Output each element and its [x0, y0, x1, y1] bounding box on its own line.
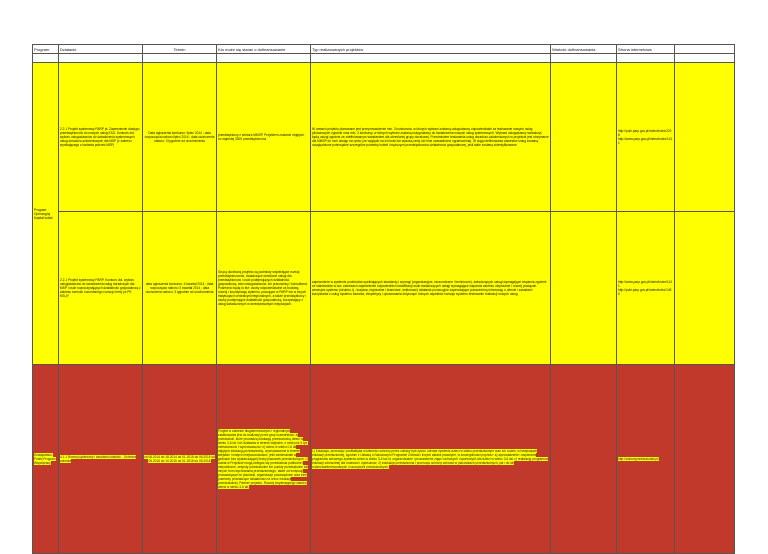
cell-termin: data ogłoszenia konkursu: II kwartał 2014 ; data rozpoczęcia naboru: II kwartał 2014 ; data ukończenia naboru: 3 tygodnie od uruchomienia — [143, 212, 217, 365]
cell-program: Szwajcarsko-Polski Program Współpracy — [33, 365, 59, 554]
blank-row — [33, 54, 735, 63]
cell-extra — [675, 365, 735, 554]
table-row — [33, 365, 735, 554]
cell-dzialanie: 4.1.1 Rozwój społeczny i zasobów ludzkich - Ochrona zdrowia — [59, 365, 143, 554]
cell-program: Program Operacyjny Kapitał ludzki — [33, 63, 59, 365]
cell-extra — [675, 63, 735, 212]
cell-termin: Data ogłoszenia konkursu: lipiec 2014 ; data rozpoczęcia naboru:lipiec 2014 ; data ukończenia naboru: 3 tygodnie od uruchomienia — [143, 63, 217, 212]
table-row — [33, 212, 735, 365]
cell-kto: Projekt w zakresie długoterminowych i regionalnym zasiłkowania jest do realizacji przez grup uczestników: a) przedszkoli, które prowadzą edukację przedszkolną dzieci w wieku 3-6 lat i ich działania w terenie wiejskim, z mniej niż 5 tys. mieszkańców i wychowawców; b) dzieci w wieku 0-6 lat objętych edukacją przedszkolną, wychowawców w terenie wiejskim i małych miejscowościach, jeśli zamieszkałe w gminach bez wystarczającej liczby placówek przedszkolnych. O udział w Projekcie mogą ubiegać się przedszkola publiczne i niepubliczne, zespoły przedszkolne lub punkty przedszkolne lub innych form wychowania przedszkolnego, także od instytucji prowadzących te placówki, organizacje pozarządowe oraz inne podmioty prowadzące działalność na rzecz edukacji przedszkolnej. Partner projektu: Rozwój wspierającego zasobu dzieci w wieku 3-6 lat. — [217, 365, 311, 554]
header-termin: Termin — [143, 45, 217, 54]
header-typ: Typ realizowanych projektów — [311, 45, 551, 54]
cell-typ: zapewnienie w systemie podmiotów spełniających standardy i wymogi (organizacyjne, ekonomiczne i techniczne), świadczących usługi wymagające wsparcia zgodnie ze standardów w ww. zakresach zapewnienie odpowiednich kwalifikacji osób świadczących usługi wymagające wsparcia zakresu ulepszanie i rozwój powiązań wewnątrz systemu (struktur, tj.: krajowa, regionalne i branżowe, sektorowe) działania promocyjne zapewniające powszechną informację o ofercie i zasadach korzystania z usług systemu badania, ekspertyzy i opracowania dotyczące różnych aspektów rozwoju systemu testowanie realizacji nowych usług. — [311, 212, 551, 365]
cell-kto: Grupą docelową projektu są podmioty wspierające rozwój przedsiębiorczości, świadczące określone usługi dla przedsiębiorców i osób podejmujących działalność gospodarczą, sieci usługodawców, ich pracownicy i konsultanci. Pośrednio będą to też: osoby odpowiedzialne za budowę, rozwój i koordynację systemu, pracujące w PARP lub w innych instytucjach centralnych/regionalnych, a także przedsiębiorcy i osoby podejmujące działalność gospodarczą, korzystający z usług świadczonych w akredytowanych instytucjach. — [217, 212, 311, 365]
cell-kto: przedsiębiorcy z sektora MMSP. Projektem zostanie objętych, co najmniej 3000 przedsiębiorców. — [217, 63, 311, 212]
cell-strona[interactable]: http://pokl.parp.gov.pl/index/index/2236 http://www.parp.gov.pl/index/index/1411 — [617, 63, 675, 212]
header-dzialanie: Działanie — [59, 45, 143, 54]
table-row — [33, 63, 735, 212]
header-kto: Kto może się starać o dofinansowanie — [217, 45, 311, 54]
cell-dzialanie: 2.2.1 Projekt systemowy PARP pt. Zapewnienie dostępu przedsiębiorców do nowych usług KSU. Konkurs dot. wyboru usługodawców do świadczenia systemowych usług doradczo-szkoleniowych dla MSP (z zakresu wynikającego z badania potrzeb MSP) — [59, 63, 143, 212]
cell-dzialanie: 2.2.1 Projekt systemowy PARP. Konkurs dot. wyboru usługodawców do świadczenia usług doradczych dla MSP i osób rozpoczynających działalność gospodarczą z zakresu szeroko rozumianego rozwoju firmy (w PK KSU)* — [59, 212, 143, 365]
cell-wartosc — [551, 365, 617, 554]
funding-table — [32, 44, 735, 554]
cell-termin: od 06.2014 do 18.2014 od 01.2015 do 05.2015 od 06.2015 do 10.2015 od 01.2016 do 05.2016 — [143, 365, 217, 554]
cell-strona[interactable]: http://zdrowyprzedszkolak.pl/ — [617, 365, 675, 554]
cell-wartosc — [551, 212, 617, 365]
header-row — [33, 45, 735, 54]
cell-extra — [675, 212, 735, 365]
header-strona: Strona internetowa — [617, 45, 675, 54]
header-empty — [675, 45, 735, 54]
header-wartosc: Wartość dofinansowania — [551, 45, 617, 54]
cell-typ: W ramach projektu planowane jest przeprowadzenie min. 3 konkursów, w których wybrani zostaną usługodawcy odpowiedzialni za testowanie nowych usług pilotażowych zgodnie oraz min. 3 konkursy, w których wybrani zostaną usługodawcy do świadczenia nowych usług systemowych. Wybrani usługodawcy świadczyć będą usługi zgodnie ze zdefiniowanym standardem dla określonej grupy docelowej. Przedmiotem testowania usług doradczo-szkoleniowych w projekcie jest utrzymanie dla MMSP do nich dostęp na rynku (ze względu na ich brak lub wysoką cenę lub inne uzasadnione ograniczenia). W ciągu definiowania zakresów usług zostaną uwzględnione potencjalne szczególne potrzeby kobiet i mężczyzn przedsiębiorców-działalności gospodarczej, jeśli takie zostaną zidentyfikowane. — [311, 63, 551, 212]
cell-wartosc — [551, 63, 617, 212]
header-program: Program — [33, 45, 59, 54]
cell-strona[interactable]: http://www.parp.gov.pl/index/index/1411 http://pokl.parp.gov.pl/index/index/1450 — [617, 212, 675, 365]
cell-typ: 1) Edukacja, promocja i profilaktyka w kierunku ochrony przez zdrowy tryb życia i zdrowe żywienie dzieci w wieku przedszkolnym oraz ich rodzin, w instytucjach edukacji przedszkolnej, zgodnie z Ustawą o Narodowym Programie Zdrowia i innymi aktami prawnymi, w szczególności poprzez: a) wprowadzenie i wspieranie programów zdrowego żywienia dzieci w wieku 3-6 lat; b) organizowanie i prowadzenie zajęć ruchowych i sportowych dla dzieci w wieku 3-6 lat; c) realizację programów edukacji zdrowotnej dla rodziców i opiekunów; 2) edukacja przedszkolna i promocja ochrony zdrowia w placówkach przedszkolnych, jak i do ich rodzin/zainteresowanych i nauczycieli przedszkolnych. — [311, 365, 551, 554]
